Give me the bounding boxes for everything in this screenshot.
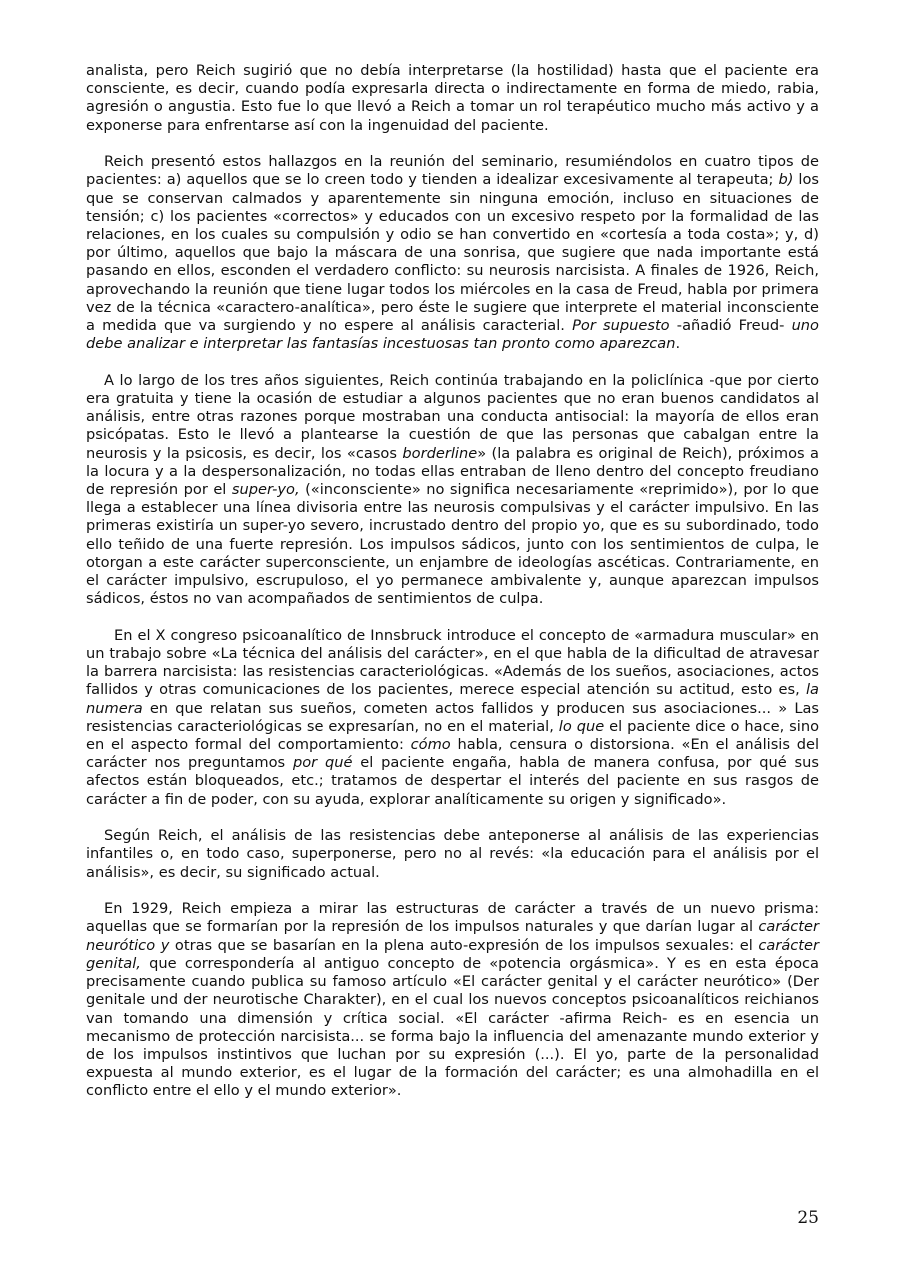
italic-text-run: b) [778,171,794,189]
italic-text-run: uno debe analizar e interpretar las fantasías incestuosas tan pronto como aparezcan [86,317,819,353]
page-number: 25 [797,1208,819,1228]
paragraph-4 [86,627,819,809]
paragraph-2 [86,153,819,353]
text-run: los que se conservan calmados y aparentemente sin ninguna emoción, incluso en situaciones de tensión; c) los pacientes «correctos» y educados con un excesivo respeto por la formalidad de las relaciones, en los cuales su compulsión y odio se han convertido en «cortesía a toda costa»; y, d) por último, aquellos que bajo la máscara de una sonrisa, que sugiere que nada importante está pasando en ellos, esconden el verdadero conflicto: su neurosis narcisista. A finales de 1926, Reich, aprovechando la reunión que tiene lugar todos los miércoles en la casa de Freud, habla por primera vez de la técnica «caractero-analítica», pero éste le sugiere que interprete el material inconsciente a medida que va surgiendo y no espere al análisis caracterial. [86,171,819,335]
text-run: otras que se basarían en la plena auto-expresión de los impulsos sexuales: el [169,936,759,954]
paragraph-1 [86,62,819,135]
text-run: («inconsciente» no significa necesariamente «reprimido»), por lo que llega a establecer una línea divisoria entre las neurosis compulsivas y el carácter impulsivo. En las primeras existiría un super-yo severo, incrustado dentro del propio yo, que es su subordinado, todo ello teñido de una fuerte represión. Los impulsos sádicos, junto con los sentimientos de culpa, le otorgan a este carácter superconsciente, un enjambre de ideologías ascéticas. Contrariamente, en el carácter impulsivo, escrupuloso, el yo permanece ambivalente y, aunque aparezcan impulsos sádicos, éstos no van acompañados de sentimientos de culpa. [86,481,819,608]
text-run: habla, censura o distorsiona. «En el análisis del carácter nos preguntamos [86,736,819,772]
text-run: que correspondería al antiguo concepto de «potencia orgásmica». Y es en esta época precisamente cuando publica su famoso artículo «El carácter genital y el carácter neurótico» (Der genitale und der neurotische Charakter), en el cual los nuevos conceptos psicoanalíticos reichianos van tomando una dimensión y crítica social. «El carácter -afirma Reich- es en esencia un mecanismo de protección narcisista... se forma bajo la influencia del amenazante mundo exterior y de los impulsos instintivos que luchan por su expresión (...). El yo, parte de la personalidad expuesta al mundo exterior, es el lugar de la formación del carácter; es una almohadilla en el conflicto entre el ello y el mundo exterior». [86,954,819,1100]
text-run: -añadió Freud- [669,317,792,335]
paragraph-3 [86,372,819,609]
text-run: » (la palabra es original de Reich), próximos a la locura y a la despersonalización, no todas ellas entraban de lleno dentro del concepto freudiano de represión por el [86,444,819,499]
paragraph-6 [86,900,819,1100]
italic-text-run: lo que [558,717,605,735]
document-body [86,62,819,1119]
text-run: el paciente dice o hace, sino en el aspecto formal del comportamiento: [86,717,819,754]
text-run: analista, pero Reich sugirió que no debía interpretarse (la hostilidad) hasta que el paciente era consciente, es decir, cuando podía expresarla directa o indirectamente en forma de miedo, rabia, agresión o angustia. Esto fue lo que llevó a Reich a tomar un rol terapéutico mucho más activo y a exponerse para enfrentarse así con la ingenuidad del paciente. [86,62,819,134]
text-run: Según Reich, el análisis de las resistencias debe anteponerse al análisis de las experiencias infantiles o, en todo caso, superponerse, pero no al revés: «la educación para el análisis por el análisis», es decir, su significado actual. [86,827,819,881]
italic-text-run: Por supuesto [572,317,670,335]
text-run: . [675,335,681,353]
italic-text-run: carácter genital, [86,936,819,972]
text-run: Reich presentó estos hallazgos en la reunión del seminario, resumiéndolos en cuatro tipos de pacientes: a) aquellos que se lo creen todo y tienden a idealizar excesivamente al terapeuta; [86,153,819,189]
text-run: En el X congreso psicoanalítico de Innsbruck introduce el concepto de «armadura muscular» en un trabajo sobre «La técnica del análisis del carácter», en el que habla de la dificultad de atravesar la barrera narcisista: las resistencias caracteriológicas. «Además de los sueños, asociaciones, actos fallidos y otras comunicaciones de los pacientes, merece especial atención su actitud, esto es, [86,626,819,699]
italic-text-run: borderline [402,444,478,462]
italic-text-run: por qué [292,754,353,772]
text-run: En 1929, Reich empieza a mirar las estructuras de carácter a través de un nuevo prisma: aquellas que se formarían por la represión de los impulsos naturales y que darían lugar al [86,900,819,936]
italic-text-run: cómo [410,736,451,754]
italic-text-run: super-yo, [231,481,300,499]
italic-text-run: carácter neurótico y [86,918,819,954]
text-run: A lo largo de los tres años siguientes, Reich continúa trabajando en la policlínica -que por cierto era gratuita y tiene la ocasión de estudiar a algunos pacientes que no eran buenos candidatos al análisis, entre otras razones porque mostraban una conducta antisocial: la mayoría de ellos eran psicópatas. Esto le llevó a plantearse la cuestión de que las personas que cabalgan entre la neurosis y la psicosis, es decir, los «casos [86,371,819,462]
italic-text-run: la numera [86,681,819,717]
paragraph-5 [86,827,819,882]
text-run: el paciente engaña, habla de manera confusa, por qué sus afectos están bloqueados, etc.; tratamos de despertar el interés del paciente en sus rasgos de carácter a fin de poder, con su ayuda, explorar analíticamente su origen y significado». [86,754,820,808]
text-run: en que relatan sus sueños, cometen actos fallidos y producen sus asociaciones... » Las resistencias caracteriológicas se expresarían, no en el material, [86,699,819,735]
